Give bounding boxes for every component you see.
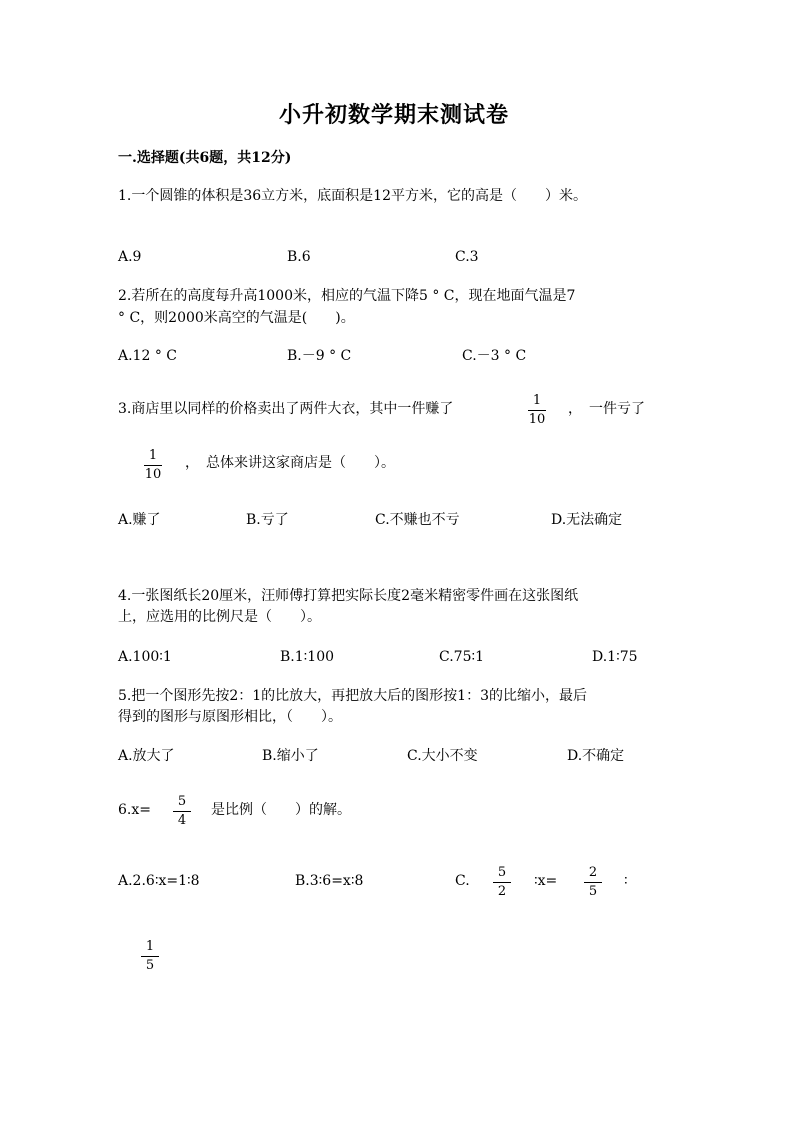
fraction-numerator: 5 bbox=[497, 865, 507, 880]
page-title: 小升初数学期末测试卷 bbox=[279, 102, 510, 128]
fraction-denominator: 5 bbox=[588, 884, 598, 899]
question-4-stem-line1: 4.一张图纸长20厘米，汪师傅打算把实际长度2毫米精密零件画在这张图纸 bbox=[118, 588, 579, 604]
question-2-option-c: C.－3 ° C bbox=[462, 348, 527, 364]
question-6-option-c-ratio-sign: ∶ bbox=[624, 873, 628, 889]
fraction-denominator: 10 bbox=[528, 412, 546, 427]
question-3-option-d: D.无法确定 bbox=[551, 512, 623, 528]
question-3-fraction-gain bbox=[525, 393, 549, 428]
question-1-option-a: A.9 bbox=[118, 249, 142, 265]
fraction-numerator: 1 bbox=[145, 939, 155, 954]
question-5-option-a: A.放大了 bbox=[118, 748, 175, 764]
question-5-option-b: B.缩小了 bbox=[262, 748, 319, 764]
question-6-stem-prefix: 6.x= bbox=[118, 802, 151, 818]
question-4-option-c: C.75∶1 bbox=[439, 649, 485, 665]
question-3-option-b: B.亏了 bbox=[246, 512, 289, 528]
question-6-option-c-fraction-3 bbox=[138, 939, 162, 974]
question-3-stem-part1: 3.商店里以同样的价格卖出了两件大衣，其中一件赚了 bbox=[118, 401, 454, 417]
question-6-option-c-middle: ∶x= bbox=[534, 873, 558, 889]
question-6-option-c-label: C. bbox=[455, 873, 470, 889]
question-6-option-b: B.3∶6=x∶8 bbox=[295, 873, 364, 889]
fraction-denominator: 5 bbox=[145, 958, 155, 973]
question-5-option-d: D.不确定 bbox=[567, 748, 625, 764]
question-3-stem-part3: ， 总体来讲这家商店是（ ）。 bbox=[185, 455, 395, 471]
fraction-bar bbox=[173, 811, 191, 812]
fraction-numerator: 5 bbox=[177, 794, 187, 809]
fraction-bar bbox=[584, 882, 602, 883]
fraction-bar bbox=[493, 882, 511, 883]
question-3-fraction-loss bbox=[141, 448, 165, 483]
question-5-option-c: C.大小不变 bbox=[407, 748, 478, 764]
question-4-option-b: B.1∶100 bbox=[280, 649, 335, 665]
question-1-option-c: C.3 bbox=[455, 249, 479, 265]
question-6-option-c-fraction-2 bbox=[581, 865, 605, 900]
question-2-stem-line2: ° C，则2000米高空的气温是( )。 bbox=[118, 310, 355, 326]
fraction-bar bbox=[144, 465, 162, 466]
question-6-stem-suffix: 是比例（ ）的解。 bbox=[211, 802, 351, 818]
fraction-bar bbox=[528, 410, 546, 411]
question-1-option-b: B.6 bbox=[287, 249, 311, 265]
section-header: 一.选择题(共6题，共12分) bbox=[118, 150, 292, 166]
question-3-option-a: A.赚了 bbox=[118, 512, 161, 528]
question-3-option-c: C.不赚也不亏 bbox=[375, 512, 460, 528]
question-6-option-c-fraction-1 bbox=[490, 865, 514, 900]
question-2-stem-line1: 2.若所在的高度每升高1000米，相应的气温下降5 ° C，现在地面气温是7 bbox=[118, 288, 576, 304]
question-6-fraction bbox=[170, 794, 194, 829]
question-1-stem: 1.一个圆锥的体积是36立方米，底面积是12平方米，它的高是（ ）米。 bbox=[118, 188, 587, 204]
fraction-denominator: 2 bbox=[497, 884, 507, 899]
fraction-denominator: 10 bbox=[144, 467, 162, 482]
fraction-bar bbox=[141, 956, 159, 957]
question-2-option-b: B.－9 ° C bbox=[287, 348, 352, 364]
question-5-stem-line2: 得到的图形与原图形相比，（ ）。 bbox=[118, 709, 342, 725]
question-4-option-d: D.1∶75 bbox=[592, 649, 638, 665]
question-3-stem-part2: ， 一件亏了 bbox=[568, 401, 645, 417]
fraction-numerator: 1 bbox=[148, 448, 158, 463]
question-6-option-a: A.2.6∶x=1∶8 bbox=[118, 873, 200, 889]
question-4-stem-line2: 上，应选用的比例尺是（ ）。 bbox=[118, 609, 321, 625]
fraction-numerator: 1 bbox=[532, 393, 542, 408]
fraction-denominator: 4 bbox=[177, 813, 187, 828]
question-4-option-a: A.100∶1 bbox=[118, 649, 172, 665]
question-5-stem-line1: 5.把一个图形先按2：1的比放大，再把放大后的图形按1：3的比缩小，最后 bbox=[118, 688, 587, 704]
question-2-option-a: A.12 ° C bbox=[118, 348, 177, 364]
fraction-numerator: 2 bbox=[588, 865, 598, 880]
